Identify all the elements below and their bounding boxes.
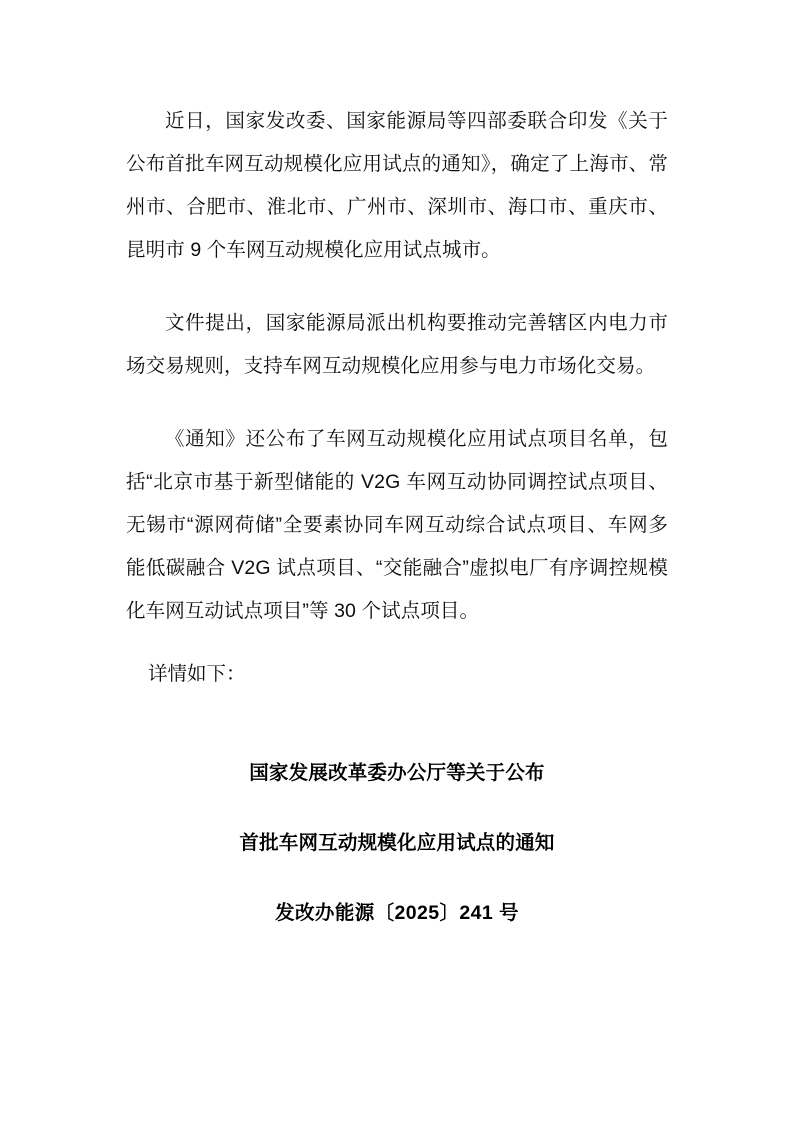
heading-spacer — [126, 696, 668, 724]
paragraph-1: 近日，国家发改委、国家能源局等四部委联合印发《关于公布首批车网互动规模化应用试点的通知》，确定了上海市、常州市、合肥市、淮北市、广州市、深圳市、海口市、重庆市、昆明市 9 个车网互动规模化应用试点城市。 — [126, 110, 668, 261]
official-title-block — [126, 758, 668, 928]
doc-reference-number: 发改办能源〔2025〕241 号 — [275, 902, 519, 924]
doc-title-line-2: 首批车网互动规模化应用试点的通知 — [239, 832, 555, 854]
paragraph-spacer-1 — [126, 292, 668, 302]
paragraph-3: 《通知》还公布了车网互动规模化应用试点项目名单，包括“北京市基于新型储能的 V2G 车网互动协同调控试点项目、无锡市“源网荷储”全要素协同车网互动综合试点项目、车网多能低碳融合 V2G 试点项目、“交能融合”虚拟电厂有序调控规模化车网互动试点项目”等 30 个试点项目。 — [126, 428, 668, 622]
paragraph-spacer-2 — [126, 408, 668, 418]
document-body — [126, 100, 668, 928]
detail-lead-line: 详情如下： — [148, 663, 246, 685]
paragraph-2: 文件提出，国家能源局派出机构要推动完善辖区内电力市场交易规则，支持车网互动规模化应用参与电力市场化交易。 — [126, 312, 668, 377]
doc-title-line-1: 国家发展改革委办公厅等关于公布 — [249, 762, 545, 784]
